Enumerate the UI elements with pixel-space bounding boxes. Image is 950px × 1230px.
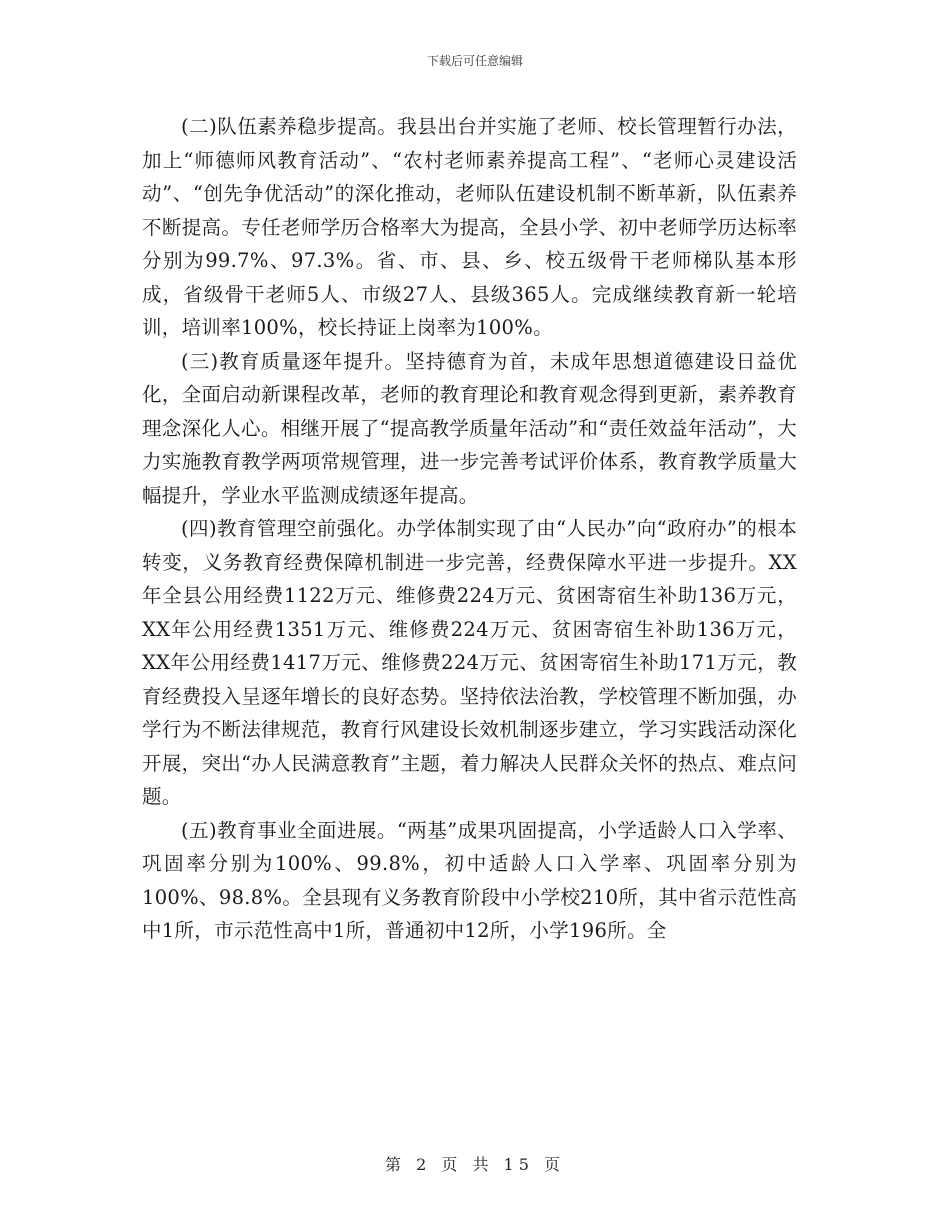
paragraph-team-quality: (二)队伍素养稳步提高。我县出台并实施了老师、校长管理暂行办法，加上“师德师风教育活动”、“农村老师素养提高工程”、“老师心灵建设活动”、“创先争优活动”的深化推动，老师队伍建设机制不断革新，队伍素养不断提高。专任老师学历合格率大为提高，全县小学、初中老师学历达标率分别为99.7%、97.3%。省、市、县、乡、校五级骨干老师梯队基本形成，省级骨干老师5人、市级27人、县级365人。完成继续教育新一轮培训，培训率100%，校长持证上岗率为100%。 (142, 115, 797, 339)
paragraph-education-progress: (五)教育事业全面进展。“两基”成果巩固提高，小学适龄人口入学率、巩固率分别为100%、99.8%，初中适龄人口入学率、巩固率分别为100%、98.8%。全县现有义务教育阶段中小学校210所，其中省示范性高中1所，市示范性高中1所，普通初中12所，小学196所。全 (142, 818, 797, 942)
page-header: 下载后可任意编辑 (426, 54, 523, 68)
document-body (142, 110, 797, 948)
paragraph-education-management: (四)教育管理空前强化。办学体制实现了由“人民办”向“政府办”的根本转变，义务教育经费保障机制进一步完善，经费保障水平进一步提升。XX年全县公用经费1122万元、维修费224万元、贫困寄宿生补助136万元，XX年公用经费1351万元、维修费224万元、贫困寄宿生补助136万元，XX年公用经费1417万元、维修费224万元、贫困寄宿生补助171万元，教育经费投入呈逐年增长的良好态势。坚持依法治教，学校管理不断加强，办学行为不断法律规范，教育行风建设长效机制逐步建立，学习实践活动深化开展，突出“办人民满意教育”主题，着力解决人民群众关怀的热点、难点问题。 (142, 517, 797, 808)
paragraph-education-quality: (三)教育质量逐年提升。坚持德育为首，未成年思想道德建设日益优化，全面启动新课程改革，老师的教育理论和教育观念得到更新，素养教育理念深化人心。相继开展了“提高教学质量年活动”和“责任效益年活动”，大力实施教育教学两项常规管理，进一步完善考试评价体系，教育教学质量大幅提升，学业水平监测成绩逐年提高。 (142, 349, 797, 507)
page-number-footer: 第 2 页 共 15 页 (385, 1155, 565, 1174)
